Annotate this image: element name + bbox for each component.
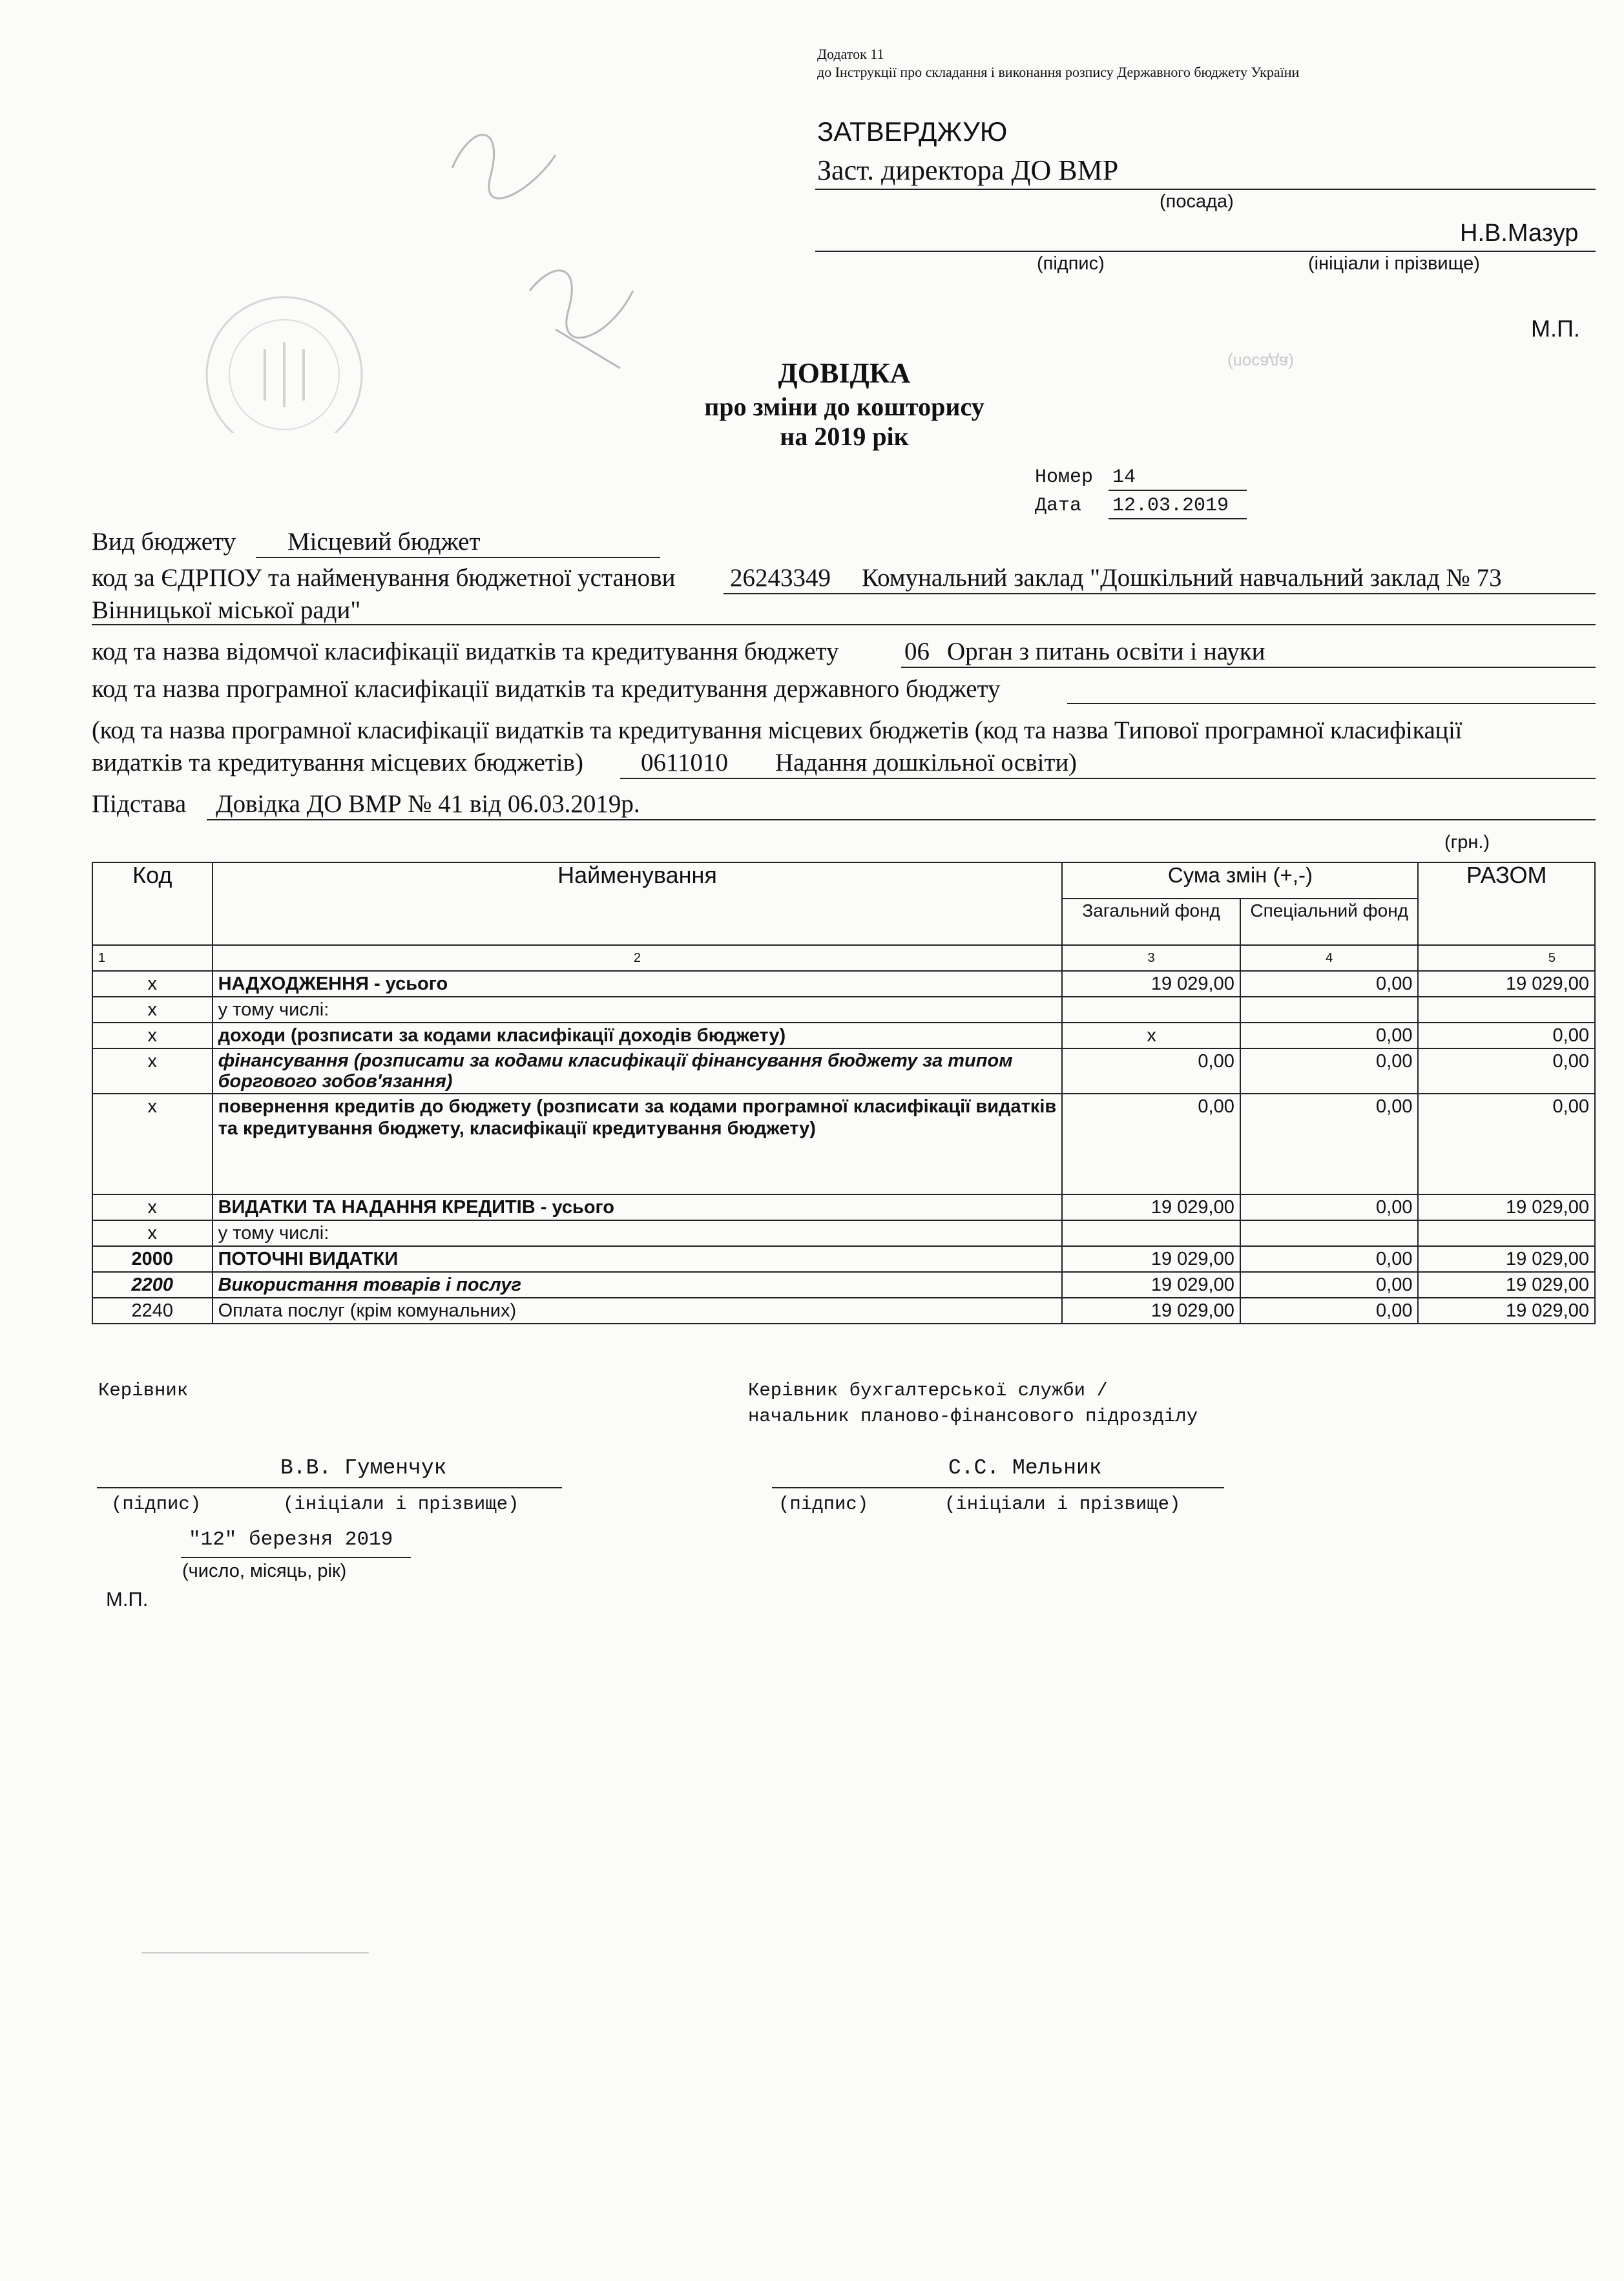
signed-date: "12" березня 2019 — [189, 1528, 393, 1551]
row-name: повернення кредитів до бюджету (розписати за кодами програмної класифікації видатків та кредитування бюджету, класифікації кредитування бюджету) — [213, 1094, 1063, 1194]
appendix-line-1: Додаток 11 — [817, 46, 884, 62]
row-special: 0,00 — [1240, 1048, 1419, 1094]
row-code: х — [92, 997, 213, 1023]
budget-type-line — [256, 557, 660, 558]
column-index: 3 — [1062, 945, 1240, 971]
header-general-fund: Загальний фонд — [1062, 899, 1240, 945]
row-general: х — [1062, 1023, 1240, 1048]
column-index: 4 — [1240, 945, 1419, 971]
document-title: ДОВІДКА — [778, 357, 911, 389]
head-name-caption: (ініціали і прізвище) — [283, 1494, 519, 1515]
row-code: х — [92, 1094, 213, 1194]
row-special: 0,00 — [1240, 1094, 1419, 1194]
head-signature-caption: (підпис) — [111, 1494, 202, 1515]
prog-local-code: 0611010 — [641, 749, 729, 776]
row-name: НАДХОДЖЕННЯ - усього — [213, 971, 1063, 997]
accountant-label-1: Керівник бухгалтерської служби / — [748, 1380, 1108, 1401]
header-name: Найменування — [213, 862, 1063, 945]
header-special-fund: Спеціальний фонд — [1240, 899, 1419, 945]
table-row — [92, 1220, 1595, 1246]
signed-date-line — [181, 1557, 411, 1558]
table-row — [92, 997, 1595, 1023]
date-label: Дата — [1035, 495, 1082, 517]
row-total: 19 029,00 — [1418, 1298, 1595, 1324]
prog-local-label-2: видатків та кредитування місцевих бюджетів) — [92, 749, 584, 776]
approval-stamp: М.П. — [1531, 315, 1580, 342]
header-code: Код — [92, 862, 213, 945]
table-row — [92, 1048, 1595, 1094]
edrpou-code: 26243349 — [730, 564, 831, 592]
row-special: 0,00 — [1240, 1194, 1419, 1220]
appendix-line-2: до Інструкції про складання і виконання розпису Державного бюджету України — [817, 64, 1300, 80]
row-name: Оплата послуг (крім комунальних) — [213, 1298, 1063, 1324]
table-row — [92, 1246, 1595, 1272]
row-special — [1240, 997, 1419, 1023]
approval-title: ЗАТВЕРДЖУЮ — [817, 116, 1008, 147]
head-name: В.В. Гуменчук — [280, 1456, 447, 1480]
row-general: 19 029,00 — [1062, 1246, 1240, 1272]
institution-name-1: Комунальний заклад "Дошкільний навчальний заклад № 73 — [862, 564, 1502, 592]
date-underline — [1109, 518, 1247, 519]
row-code: х — [92, 1220, 213, 1246]
number-underline — [1109, 490, 1247, 491]
row-name: Використання товарів і послуг — [213, 1272, 1063, 1298]
dept-class-label: код та назва відомчої класифікації видатків та кредитування бюджету — [92, 638, 839, 665]
row-general — [1062, 1220, 1240, 1246]
row-total — [1418, 1220, 1595, 1246]
name-caption: (ініціали і прізвище) — [1308, 253, 1480, 274]
approval-name: Н.В.Мазур — [1460, 220, 1579, 247]
table-row — [92, 1023, 1595, 1048]
prog-local-name: Надання дошкільної освіти — [775, 749, 1069, 776]
budget-type-value: Місцевий бюджет — [287, 528, 481, 556]
accountant-name: С.С. Мельник — [948, 1456, 1102, 1480]
bleed-through-text: _____________________ — [142, 1952, 369, 1973]
row-total: 19 029,00 — [1418, 971, 1595, 997]
institution-line-1 — [724, 593, 1596, 594]
prog-local-label-1: (код та назва програмної класифікації видатків та кредитування місцевих бюджетів (код та назва Типової програмної класифікації — [92, 716, 1462, 744]
row-special: 0,00 — [1240, 1023, 1419, 1048]
row-special: 0,00 — [1240, 971, 1419, 997]
head-signature-line — [97, 1487, 562, 1488]
prog-local-close: ) — [1068, 749, 1077, 776]
column-index: 5 — [1418, 945, 1595, 971]
dept-class-line — [901, 667, 1596, 668]
document-date: 12.03.2019 — [1112, 495, 1229, 517]
row-code: х — [92, 1194, 213, 1220]
prog-local-line — [620, 778, 1596, 779]
row-code: х — [92, 971, 213, 997]
row-general: 0,00 — [1062, 1094, 1240, 1194]
table-row — [92, 1094, 1595, 1194]
row-special — [1240, 1220, 1419, 1246]
prog-state-line — [1067, 703, 1596, 704]
basis-label: Підстава — [92, 790, 187, 818]
accountant-name-caption: (ініціали і прізвище) — [944, 1494, 1181, 1515]
row-code: х — [92, 1023, 213, 1048]
bleed-through-text: (посада) — [1227, 353, 1294, 372]
accountant-label-2: начальник планово-фінансового підрозділу — [748, 1406, 1198, 1427]
prog-state-label: код та назва програмної класифікації видатків та кредитування державного бюджету — [92, 675, 1001, 703]
appendix-note — [817, 45, 1299, 81]
row-name: доходи (розписати за кодами класифікації доходів бюджету) — [213, 1023, 1063, 1048]
signature-caption: (підпис) — [1037, 253, 1105, 274]
dept-class-name: Орган з питань освіти і науки — [947, 638, 1265, 665]
row-special: 0,00 — [1240, 1272, 1419, 1298]
row-code: х — [92, 1048, 213, 1094]
row-general: 19 029,00 — [1062, 971, 1240, 997]
table-row — [92, 971, 1595, 997]
institution-name-2: Вінницької міської ради" — [92, 596, 361, 624]
signed-date-caption: (число, місяць, рік) — [182, 1561, 347, 1581]
position-line — [815, 189, 1596, 190]
table-row — [92, 1298, 1595, 1324]
row-code: 2240 — [92, 1298, 213, 1324]
document-year: на 2019 рік — [780, 422, 909, 451]
row-total — [1418, 997, 1595, 1023]
footer-stamp: М.П. — [106, 1588, 149, 1610]
basis-line — [207, 819, 1596, 820]
document-subtitle: про зміни до кошторису — [704, 392, 984, 421]
row-name: у тому числі: — [213, 1220, 1063, 1246]
header-sum-changes: Сума змін (+,-) — [1062, 862, 1418, 899]
column-index: 2 — [213, 945, 1063, 971]
accountant-signature-line — [772, 1487, 1224, 1488]
head-label: Керівник — [98, 1380, 189, 1401]
row-name: ПОТОЧНІ ВИДАТКИ — [213, 1246, 1063, 1272]
row-name: фінансування (розписати за кодами класифікації фінансування бюджету за типом боргового зобов'язання) — [213, 1048, 1063, 1094]
approval-position: Заст. директора ДО ВМР — [817, 154, 1119, 186]
edrpou-label: код за ЄДРПОУ та найменування бюджетної установи — [92, 564, 676, 592]
table-row — [92, 1194, 1595, 1220]
row-total: 0,00 — [1418, 1094, 1595, 1194]
accountant-signature-caption: (підпис) — [778, 1494, 869, 1515]
row-total: 0,00 — [1418, 1023, 1595, 1048]
row-total: 19 029,00 — [1418, 1194, 1595, 1220]
basis-value: Довідка ДО ВМР № 41 від 06.03.2019р. — [216, 790, 640, 818]
row-total: 19 029,00 — [1418, 1246, 1595, 1272]
number-label: Номер — [1035, 466, 1094, 488]
budget-changes-table — [92, 862, 1596, 1324]
row-general: 0,00 — [1062, 1048, 1240, 1094]
table-row — [92, 1272, 1595, 1298]
row-general — [1062, 997, 1240, 1023]
row-name: ВИДАТКИ ТА НАДАННЯ КРЕДИТІВ - усього — [213, 1194, 1063, 1220]
header-total: РАЗОМ — [1418, 862, 1595, 945]
row-name: у тому числі: — [213, 997, 1063, 1023]
currency-unit: (грн.) — [1444, 832, 1490, 853]
row-total: 0,00 — [1418, 1048, 1595, 1094]
document-number: 14 — [1112, 466, 1136, 488]
position-caption: (посада) — [1160, 191, 1234, 212]
row-general: 19 029,00 — [1062, 1194, 1240, 1220]
row-code: 2000 — [92, 1246, 213, 1272]
row-special: 0,00 — [1240, 1298, 1419, 1324]
institution-line-2 — [92, 624, 1596, 625]
column-index-row — [92, 945, 1595, 971]
budget-type-label: Вид бюджету — [92, 528, 236, 556]
signature-line — [815, 251, 1596, 252]
row-code: 2200 — [92, 1272, 213, 1298]
column-index: 1 — [92, 945, 213, 971]
row-general: 19 029,00 — [1062, 1272, 1240, 1298]
dept-class-code: 06 — [904, 638, 930, 665]
row-special: 0,00 — [1240, 1246, 1419, 1272]
row-total: 19 029,00 — [1418, 1272, 1595, 1298]
row-general: 19 029,00 — [1062, 1298, 1240, 1324]
